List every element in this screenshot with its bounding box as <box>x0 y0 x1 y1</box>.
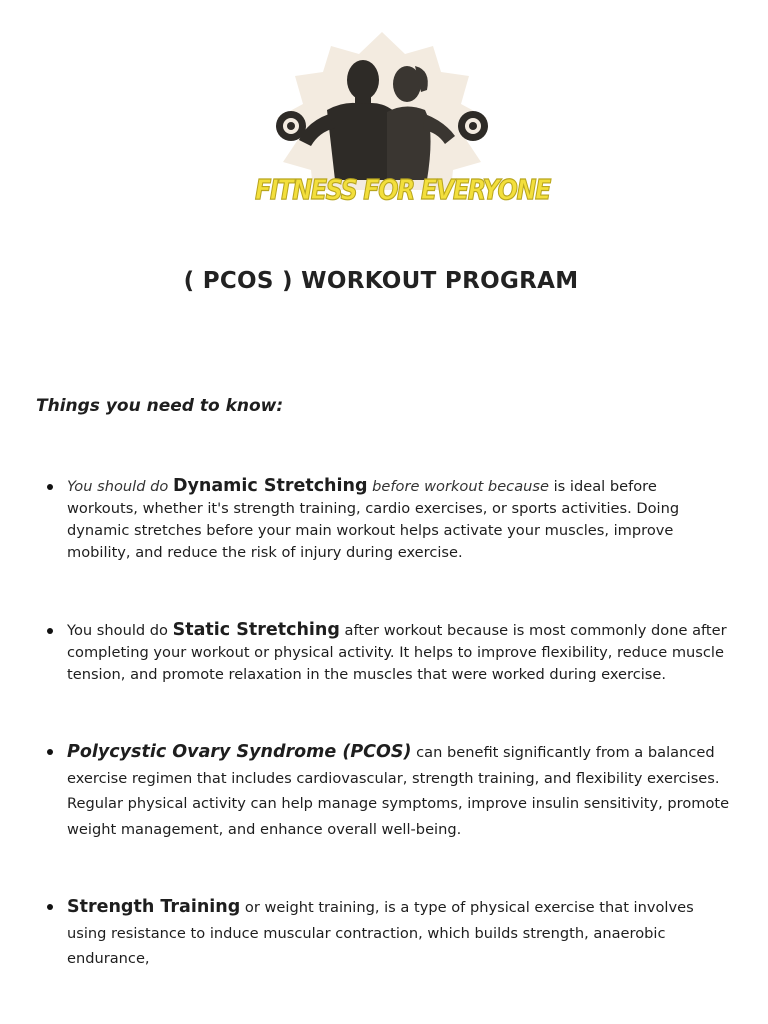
bullet-term: Polycystic Ovary Syndrome (PCOS) <box>67 742 412 762</box>
bullet-term: Strength Training <box>67 897 241 917</box>
left-dumbbell <box>276 111 306 141</box>
section-heading: Things you need to know: <box>36 396 284 416</box>
bullet-strength-training <box>67 895 731 972</box>
bullet-pcos <box>67 740 731 842</box>
bullet-term: Dynamic Stretching <box>172 476 368 496</box>
bullet-body: can benefit significantly from a balanced exercise regimen that includes cardiovascular, strength training, and flexibility exercises. Regular physical activity can help manage symptoms, improve insulin sensitivity, promote weight management, and enhance overall well-being. <box>67 744 730 838</box>
logo-text: FITNESS FOR EVERYONE <box>255 173 550 207</box>
bullet-prefix: You should do <box>67 478 173 495</box>
bullet-term: Static Stretching <box>172 620 340 640</box>
bullet-static-stretching <box>67 619 731 686</box>
bullet-dot <box>47 484 53 490</box>
fitness-logo <box>255 30 550 210</box>
bullet-dot <box>47 628 53 634</box>
bullet-body: or weight training, is a type of physical exercise that involves using resistance to induce muscular contraction, which builds strength, anaerobic endurance, <box>67 899 694 967</box>
bullet-body: after workout because is most commonly done after completing your workout or physical activity. It helps to improve flexibility, reduce muscle tension, and promote relaxation in the muscles that were worked during exercise. <box>67 622 727 683</box>
right-dumbbell <box>458 111 488 141</box>
bullet-prefix: You should do <box>67 622 173 639</box>
bullet-body: is ideal before workouts, whether it's strength training, cardio exercises, or sports activities. Doing dynamic stretches before your main workout helps activate your muscles, improve mobility, and reduce the risk of injury during exercise. <box>67 478 680 561</box>
bullet-connector: before workout because <box>367 478 549 495</box>
bullet-dot <box>47 749 53 755</box>
page-title: ( PCOS ) WORKOUT PROGRAM <box>183 268 579 294</box>
bullet-dot <box>47 904 53 910</box>
bullet-dynamic-stretching <box>67 475 731 564</box>
